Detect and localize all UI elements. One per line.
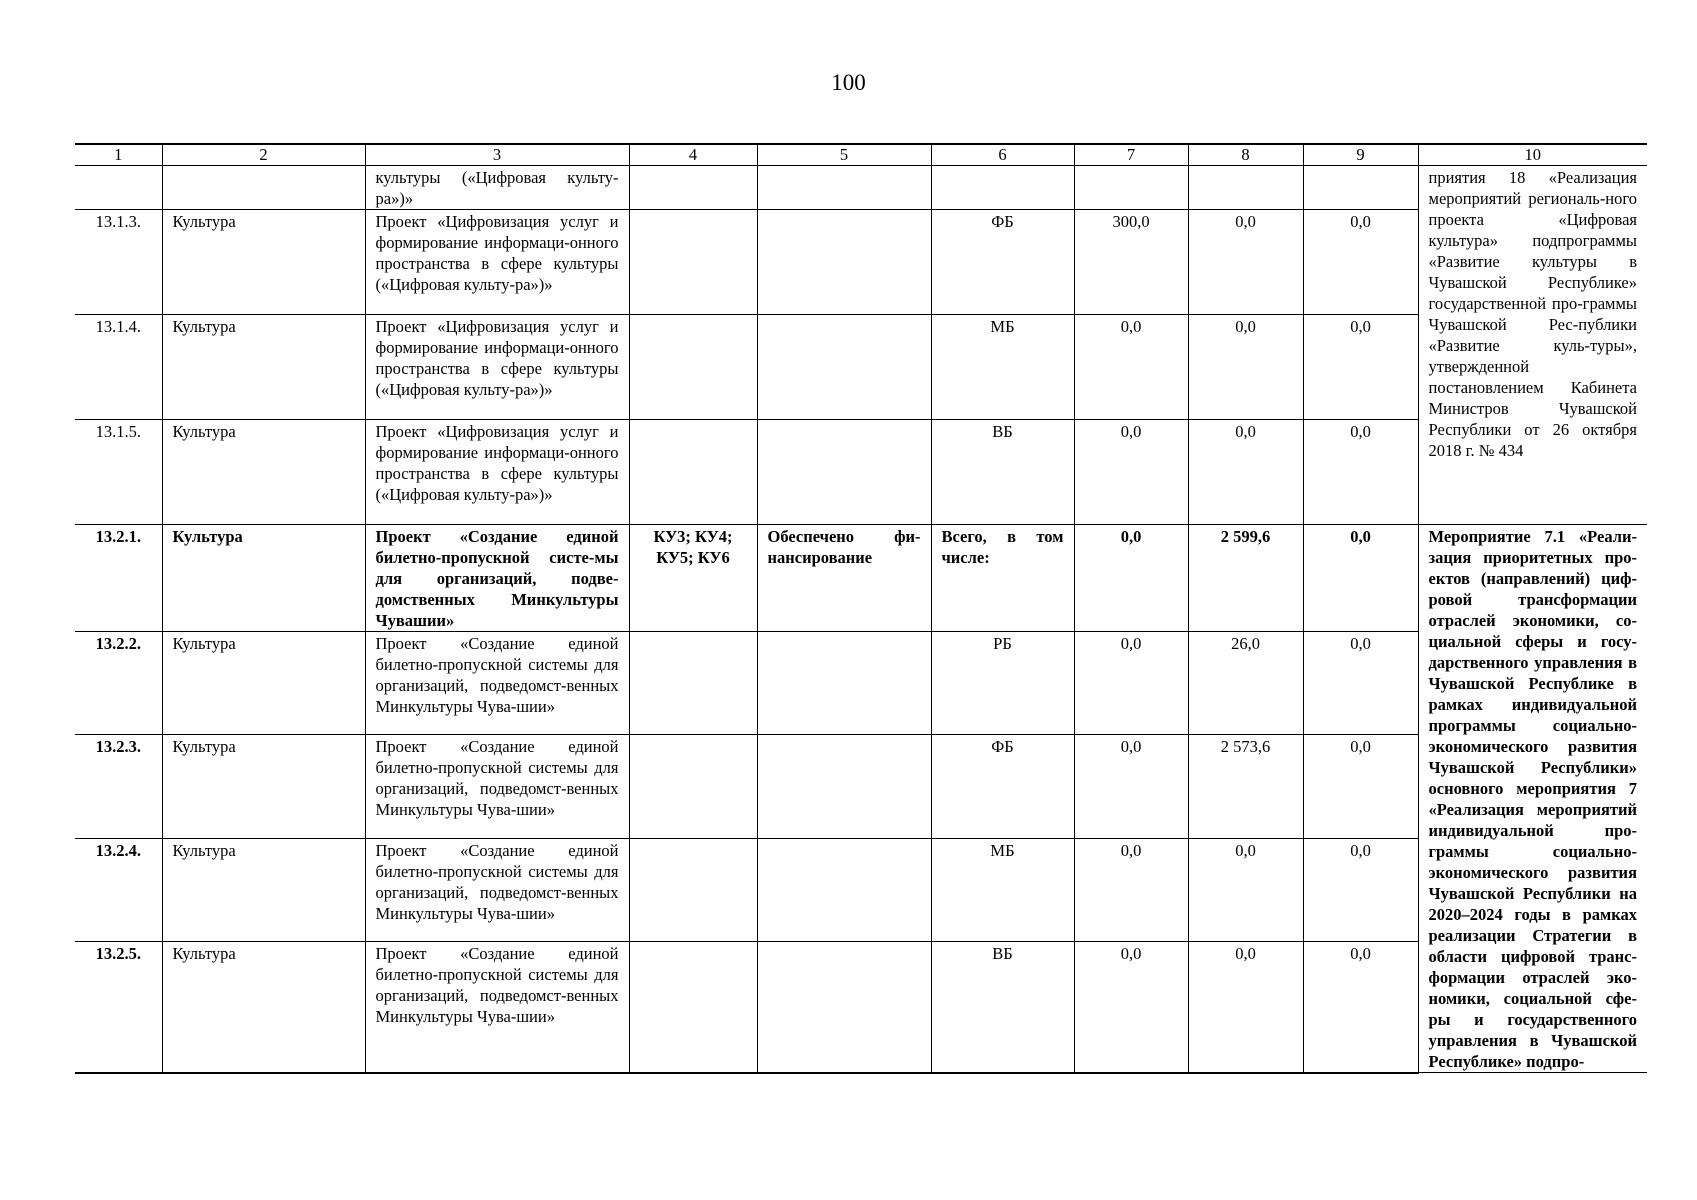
row-name: Проект «Создание единой билетно-пропускной системы для организаций, подведомст-венных Минкультуры Чува-шии» bbox=[365, 632, 629, 735]
row-result bbox=[757, 315, 931, 420]
row-ku bbox=[629, 735, 757, 838]
row-ku bbox=[629, 210, 757, 315]
row-ku bbox=[629, 941, 757, 1072]
row-result bbox=[757, 210, 931, 315]
row-result: Обеспечено фи-нансирование bbox=[757, 525, 931, 632]
row-value-9: 0,0 bbox=[1303, 632, 1418, 735]
row-ku bbox=[629, 838, 757, 941]
row-value-8: 0,0 bbox=[1188, 315, 1303, 420]
row-value-7: 0,0 bbox=[1074, 941, 1188, 1072]
table-row bbox=[75, 735, 1647, 838]
row-sphere: Культура bbox=[162, 525, 365, 632]
row-name: культуры («Цифровая культу-ра»)» bbox=[365, 166, 629, 210]
row-ku bbox=[629, 315, 757, 420]
row-ku bbox=[629, 420, 757, 525]
column-header: 8 bbox=[1188, 144, 1303, 166]
column-header: 10 bbox=[1418, 144, 1647, 166]
row-value-8: 2 599,6 bbox=[1188, 525, 1303, 632]
column-number-row bbox=[75, 144, 1647, 166]
row-ku: КУ3; КУ4; КУ5; КУ6 bbox=[629, 525, 757, 632]
row-value-9: 0,0 bbox=[1303, 525, 1418, 632]
row-source: ФБ bbox=[931, 210, 1074, 315]
row-number: 13.2.5. bbox=[75, 941, 162, 1072]
row-note-1: приятия 18 «Реализация мероприятий региональ-ного проекта «Цифровая культура» подпрограммы «Развитие культуры в Чувашской Республике» государственной про-граммы Чувашской Рес-публики «Развитие куль-туры», утвержденной постановлением Кабинета Министров Чувашской Республики от 26 октября 2018 г. № 434 bbox=[1418, 166, 1647, 525]
column-header: 4 bbox=[629, 144, 757, 166]
row-result bbox=[757, 941, 931, 1072]
row-value-9 bbox=[1303, 166, 1418, 210]
row-source: ВБ bbox=[931, 420, 1074, 525]
column-header: 2 bbox=[162, 144, 365, 166]
row-number: 13.1.3. bbox=[75, 210, 162, 315]
row-ku bbox=[629, 632, 757, 735]
row-sphere: Культура bbox=[162, 315, 365, 420]
row-sphere: Культура bbox=[162, 941, 365, 1072]
row-value-7: 0,0 bbox=[1074, 420, 1188, 525]
row-source: Всего, в том числе: bbox=[931, 525, 1074, 632]
row-name: Проект «Создание единой билетно-пропускной системы для организаций, подведомст-венных Минкультуры Чува-шии» bbox=[365, 838, 629, 941]
table-row bbox=[75, 315, 1647, 420]
table-row bbox=[75, 838, 1647, 941]
table-row bbox=[75, 420, 1647, 525]
column-header: 1 bbox=[75, 144, 162, 166]
row-number bbox=[75, 166, 162, 210]
row-value-8: 0,0 bbox=[1188, 941, 1303, 1072]
row-result bbox=[757, 632, 931, 735]
row-sphere: Культура bbox=[162, 838, 365, 941]
row-number: 13.2.3. bbox=[75, 735, 162, 838]
row-number: 13.2.1. bbox=[75, 525, 162, 632]
row-value-7 bbox=[1074, 166, 1188, 210]
column-header: 3 bbox=[365, 144, 629, 166]
column-header: 9 bbox=[1303, 144, 1418, 166]
row-value-7: 0,0 bbox=[1074, 525, 1188, 632]
row-name: Проект «Создание единой билетно-пропускной системы для организаций, подведомст-венных Минкультуры Чува-шии» bbox=[365, 735, 629, 838]
row-note-2: Мероприятие 7.1 «Реали-зация приоритетных про-ектов (направлений) циф-ровой трансформации отраслей экономики, со-циальной сферы и госу-дарственного управления в Чувашской Республике в рамках индивидуальной программы социально-экономического развития Чувашской Республики» основного мероприятия 7 «Реализация мероприятий индивидуальной про-граммы социально-экономического развития Чувашской Республики на 2020–2024 годы в рамках реализации Стратегии в области цифровой транс-формации отраслей эко-номики, социальной сфе-ры и государственного управления в Чувашской Республике» подпро- bbox=[1418, 525, 1647, 1073]
row-value-9: 0,0 bbox=[1303, 315, 1418, 420]
row-value-9: 0,0 bbox=[1303, 941, 1418, 1072]
row-value-9: 0,0 bbox=[1303, 210, 1418, 315]
row-number: 13.2.4. bbox=[75, 838, 162, 941]
row-sphere: Культура bbox=[162, 632, 365, 735]
row-sphere: Культура bbox=[162, 735, 365, 838]
row-name: Проект «Цифровизация услуг и формирование информаци-онного пространства в сфере культуры («Цифровая культу-ра»)» bbox=[365, 315, 629, 420]
row-sphere bbox=[162, 166, 365, 210]
row-value-9: 0,0 bbox=[1303, 420, 1418, 525]
page-number: 100 bbox=[831, 70, 866, 95]
row-value-8: 26,0 bbox=[1188, 632, 1303, 735]
row-value-7: 0,0 bbox=[1074, 838, 1188, 941]
row-value-9: 0,0 bbox=[1303, 735, 1418, 838]
row-value-7: 0,0 bbox=[1074, 735, 1188, 838]
row-sphere: Культура bbox=[162, 420, 365, 525]
program-table bbox=[75, 143, 1647, 1074]
row-value-7: 0,0 bbox=[1074, 632, 1188, 735]
row-value-8: 2 573,6 bbox=[1188, 735, 1303, 838]
row-value-8: 0,0 bbox=[1188, 210, 1303, 315]
row-value-8 bbox=[1188, 166, 1303, 210]
row-value-8: 0,0 bbox=[1188, 420, 1303, 525]
column-header: 7 bbox=[1074, 144, 1188, 166]
row-number: 13.1.4. bbox=[75, 315, 162, 420]
table-row bbox=[75, 941, 1647, 1072]
row-source: МБ bbox=[931, 838, 1074, 941]
row-name: Проект «Создание единой билетно-пропускной системы для организаций, подведомст-венных Минкультуры Чува-шии» bbox=[365, 941, 629, 1072]
row-source: МБ bbox=[931, 315, 1074, 420]
row-sphere: Культура bbox=[162, 210, 365, 315]
row-value-7: 300,0 bbox=[1074, 210, 1188, 315]
row-value-9: 0,0 bbox=[1303, 838, 1418, 941]
row-name: Проект «Создание единой билетно-пропускной систе-мы для организаций, подве-домственных Минкультуры Чувашии» bbox=[365, 525, 629, 632]
row-source: РБ bbox=[931, 632, 1074, 735]
row-name: Проект «Цифровизация услуг и формирование информаци-онного пространства в сфере культуры («Цифровая культу-ра»)» bbox=[365, 210, 629, 315]
row-source: ФБ bbox=[931, 735, 1074, 838]
row-number: 13.2.2. bbox=[75, 632, 162, 735]
table-row bbox=[75, 525, 1647, 632]
row-result bbox=[757, 735, 931, 838]
row-ku bbox=[629, 166, 757, 210]
row-source: ВБ bbox=[931, 941, 1074, 1072]
row-result bbox=[757, 166, 931, 210]
table-row bbox=[75, 632, 1647, 735]
column-header: 5 bbox=[757, 144, 931, 166]
row-source bbox=[931, 166, 1074, 210]
row-value-8: 0,0 bbox=[1188, 838, 1303, 941]
row-number: 13.1.5. bbox=[75, 420, 162, 525]
row-result bbox=[757, 420, 931, 525]
row-value-7: 0,0 bbox=[1074, 315, 1188, 420]
table-row bbox=[75, 210, 1647, 315]
column-header: 6 bbox=[931, 144, 1074, 166]
row-name: Проект «Цифровизация услуг и формирование информаци-онного пространства в сфере культуры («Цифровая культу-ра»)» bbox=[365, 420, 629, 525]
row-result bbox=[757, 838, 931, 941]
table-row bbox=[75, 166, 1647, 210]
